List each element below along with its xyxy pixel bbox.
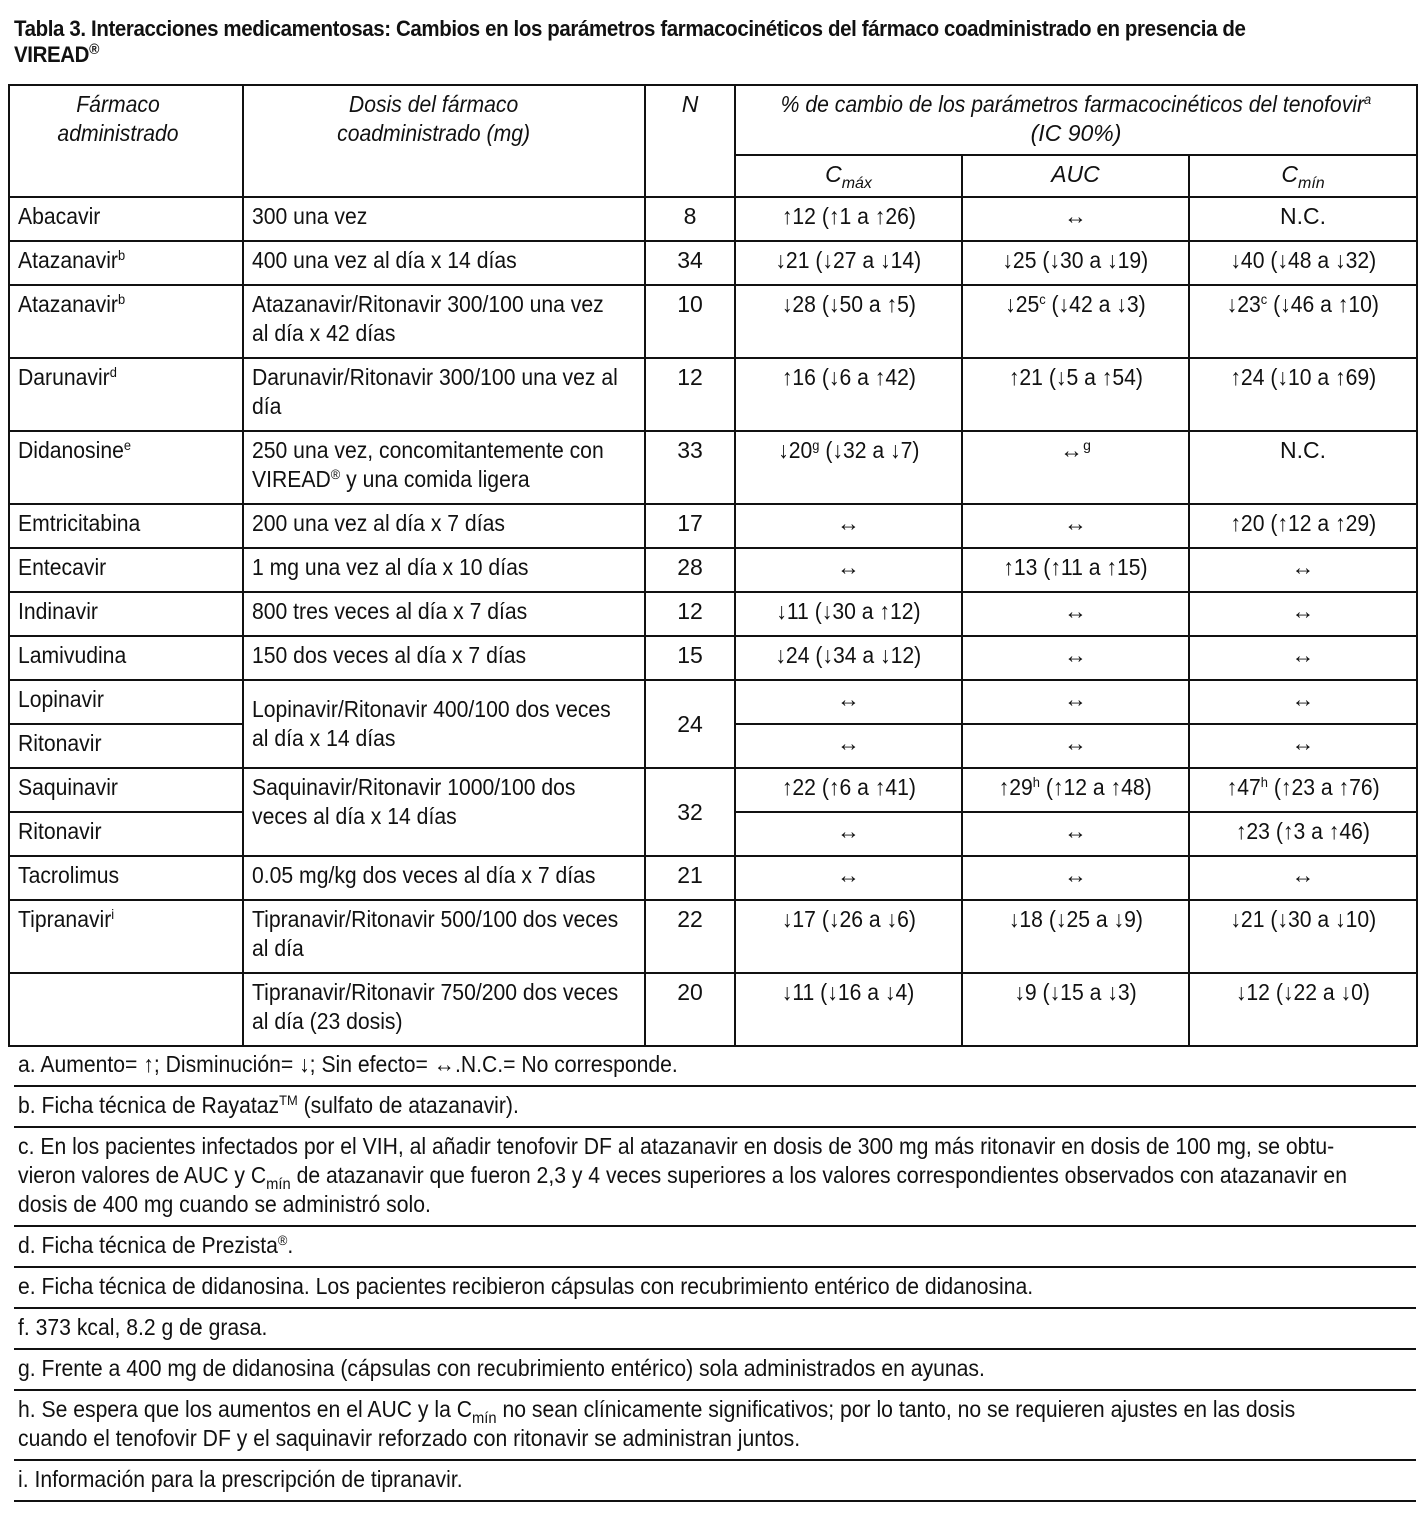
drug-cell: Atazanavir$^b$ (9, 285, 243, 358)
header-auc: AUC (962, 155, 1189, 197)
n-cell: 15 (645, 636, 735, 680)
table-row (9, 900, 1417, 973)
cmin-cell: ↓40 (↓48 a ↓32) (1189, 241, 1417, 285)
dose-cell: Saquinavir/Ritonavir 1000/100 dos veces al día x 14 días (243, 768, 645, 856)
dose-cell: 800 tres veces al día x 7 días (243, 592, 645, 636)
cmin-cell: ↔ (1189, 724, 1417, 768)
cmin-cell: ↓21 (↓30 a ↓10) (1189, 900, 1417, 973)
auc-cell: ↔ (962, 592, 1189, 636)
n-cell: 33 (645, 431, 735, 504)
cmax-cell: ↔ (735, 724, 962, 768)
auc-cell: ↔ (962, 856, 1189, 900)
cmax-cell: ↓21 (↓27 a ↓14) (735, 241, 962, 285)
cmax-cell: ↓20$^g$ (↓32 a ↓7) (735, 431, 962, 504)
drug-cell: Saquinavir (9, 768, 243, 812)
header-dose: Dosis del fármaco coadministrado (mg) (243, 85, 645, 197)
cmax-cell: ↑22 (↑6 a ↑41) (735, 768, 962, 812)
cmin-cell: ↓23$^c$ (↓46 a ↑10) (1189, 285, 1417, 358)
table-title (14, 16, 1409, 68)
cmax-cell: ↔ (735, 812, 962, 856)
drug-cell: Darunavir$^d$ (9, 358, 243, 431)
table-row (9, 504, 1417, 548)
drug-cell: Abacavir (9, 197, 243, 241)
title-line-2: VIREAD (14, 42, 90, 67)
n-cell: 20 (645, 973, 735, 1046)
table-row (9, 680, 1417, 724)
table-row (9, 592, 1417, 636)
cmax-cell: ↓11 (↓30 a ↑12) (735, 592, 962, 636)
drug-cell: Indinavir (9, 592, 243, 636)
auc-cell: ↔ (962, 724, 1189, 768)
cmin-cell: ↔ (1189, 636, 1417, 680)
title-line-1: Tabla 3. Interacciones medicamentosas: Cambios en los parámetros farmacocinéticos del fármaco coadministrado en presencia de (14, 16, 1246, 41)
n-cell: 10 (645, 285, 735, 358)
dose-cell: 150 dos veces al día x 7 días (243, 636, 645, 680)
auc-cell: ↓18 (↓25 a ↓9) (962, 900, 1189, 973)
footnote-c: c. En los pacientes infectados por el VIH, al añadir tenofovir DF al atazanavir en dosis de 300 mg más ritonavir en dosis de 100 mg, se obtu- vieron valores de AUC y $C_{mín}$ de atazanavir que fueron 2,3 y 4 veces superiores a los valores correspondientes observados con atazanavir en dosis de 400 mg cuando se administró solo. (14, 1128, 1416, 1227)
auc-cell: ↔ (962, 680, 1189, 724)
cmin-cell: ↑23 (↑3 a ↑46) (1189, 812, 1417, 856)
dose-cell: 0.05 mg/kg dos veces al día x 7 días (243, 856, 645, 900)
header-cmin: $C_{mín}$ (1189, 155, 1417, 197)
interactions-table (8, 84, 1418, 1047)
table-row (9, 548, 1417, 592)
registered-mark: ® (89, 41, 99, 58)
cmin-cell: ↓12 (↓22 a ↓0) (1189, 973, 1417, 1046)
n-cell: 21 (645, 856, 735, 900)
n-cell: 22 (645, 900, 735, 973)
footnotes (14, 1046, 1416, 1502)
drug-cell (9, 973, 243, 1046)
drug-cell: Tacrolimus (9, 856, 243, 900)
auc-cell: ↑21 (↓5 a ↑54) (962, 358, 1189, 431)
cmax-cell: ↓11 (↓16 a ↓4) (735, 973, 962, 1046)
auc-cell: ↓25$^c$ (↓42 a ↓3) (962, 285, 1189, 358)
auc-cell: ↑29$^h$ (↑12 a ↑48) (962, 768, 1189, 812)
dose-cell: Lopinavir/Ritonavir 400/100 dos veces al día x 14 días (243, 680, 645, 768)
footnote-h: h. Se espera que los aumentos en el AUC y la $C_{mín}$ no sean clínicamente significativos; por lo tanto, no se requieren ajustes en las dosis cuando el tenofovir DF y el saquinavir reforzado con ritonavir se administran juntos. (14, 1391, 1416, 1461)
footnote-g: g. Frente a 400 mg de didanosina (cápsulas con recubrimiento entérico) sola administrados en ayunas. (14, 1350, 1416, 1391)
cmax-cell: ↑16 (↓6 a ↑42) (735, 358, 962, 431)
dose-cell: Atazanavir/Ritonavir 300/100 una vez al día x 42 días (243, 285, 645, 358)
table-row (9, 768, 1417, 812)
n-cell: 34 (645, 241, 735, 285)
table-row (9, 856, 1417, 900)
footnote-e: e. Ficha técnica de didanosina. Los pacientes recibieron cápsulas con recubrimiento entérico de didanosina. (14, 1268, 1416, 1309)
n-cell: 24 (645, 680, 735, 768)
drug-cell: Atazanavir$^b$ (9, 241, 243, 285)
n-cell: 28 (645, 548, 735, 592)
table-row (9, 358, 1417, 431)
dose-cell: 200 una vez al día x 7 días (243, 504, 645, 548)
cmax-cell: ↓17 (↓26 a ↓6) (735, 900, 962, 973)
auc-cell: ↑13 (↑11 a ↑15) (962, 548, 1189, 592)
n-cell: 12 (645, 592, 735, 636)
n-cell: 8 (645, 197, 735, 241)
dose-cell: 300 una vez (243, 197, 645, 241)
footnote-i: i. Información para la prescripción de tipranavir. (14, 1461, 1416, 1502)
auc-cell: ↔ (962, 636, 1189, 680)
auc-cell: ↔ (962, 812, 1189, 856)
cmax-cell: ↔ (735, 680, 962, 724)
cmin-cell: N.C. (1189, 431, 1417, 504)
table-row (9, 285, 1417, 358)
auc-cell: ↔$^g$ (962, 431, 1189, 504)
cmax-cell: ↑12 (↑1 a ↑26) (735, 197, 962, 241)
n-cell: 12 (645, 358, 735, 431)
auc-cell: ↔ (962, 504, 1189, 548)
cmin-cell: ↑20 (↑12 a ↑29) (1189, 504, 1417, 548)
footnote-d: d. Ficha técnica de Prezista®. (14, 1227, 1416, 1268)
dose-cell: Darunavir/Ritonavir 300/100 una vez al día (243, 358, 645, 431)
dose-cell: Tipranavir/Ritonavir 500/100 dos veces al día (243, 900, 645, 973)
table-row (9, 636, 1417, 680)
cmax-cell: ↔ (735, 504, 962, 548)
drug-cell: Emtricitabina (9, 504, 243, 548)
cmin-cell: ↔ (1189, 856, 1417, 900)
cmax-cell: ↓28 (↓50 a ↑5) (735, 285, 962, 358)
cmin-cell: ↔ (1189, 592, 1417, 636)
drug-cell: Ritonavir (9, 812, 243, 856)
header-cmax: $C_{máx}$ (735, 155, 962, 197)
dose-cell: 1 mg una vez al día x 10 días (243, 548, 645, 592)
cmax-cell: ↓24 (↓34 a ↓12) (735, 636, 962, 680)
drug-cell: Entecavir (9, 548, 243, 592)
cmax-cell: ↔ (735, 856, 962, 900)
header-pct-change: % de cambio de los parámetros farmacocinéticos del tenofovir$^a$ (IC 90%) (735, 85, 1417, 155)
cmin-cell: N.C. (1189, 197, 1417, 241)
auc-cell: ↓9 (↓15 a ↓3) (962, 973, 1189, 1046)
drug-cell: Ritonavir (9, 724, 243, 768)
dose-cell: Tipranavir/Ritonavir 750/200 dos veces al día (23 dosis) (243, 973, 645, 1046)
footnote-b: b. Ficha técnica de Rayataz™ (sulfato de atazanavir). (14, 1087, 1416, 1128)
cmin-cell: ↔ (1189, 548, 1417, 592)
header-n: N (645, 85, 735, 197)
dose-cell: 250 una vez, concomitantemente con VIREAD® y una comida ligera (243, 431, 645, 504)
footnote-a: a. Aumento= ↑; Disminución= ↓; Sin efecto= ↔.N.C.= No corresponde. (14, 1046, 1416, 1087)
table-row (9, 973, 1417, 1046)
cmax-cell: ↔ (735, 548, 962, 592)
cmin-cell: ↑24 (↓10 a ↑69) (1189, 358, 1417, 431)
cmin-cell: ↔ (1189, 680, 1417, 724)
drug-cell: Lopinavir (9, 680, 243, 724)
drug-cell: Didanosine$^e$ (9, 431, 243, 504)
table-row (9, 431, 1417, 504)
header-drug: Fármaco administrado (9, 85, 243, 197)
auc-cell: ↓25 (↓30 a ↓19) (962, 241, 1189, 285)
drug-cell: Tipranavir$^i$ (9, 900, 243, 973)
cmin-cell: ↑47$^h$ (↑23 a ↑76) (1189, 768, 1417, 812)
dose-cell: 400 una vez al día x 14 días (243, 241, 645, 285)
auc-cell: ↔ (962, 197, 1189, 241)
table-row (9, 197, 1417, 241)
footnote-f: f. 373 kcal, 8.2 g de grasa. (14, 1309, 1416, 1350)
table-row (9, 241, 1417, 285)
n-cell: 32 (645, 768, 735, 856)
n-cell: 17 (645, 504, 735, 548)
drug-cell: Lamivudina (9, 636, 243, 680)
